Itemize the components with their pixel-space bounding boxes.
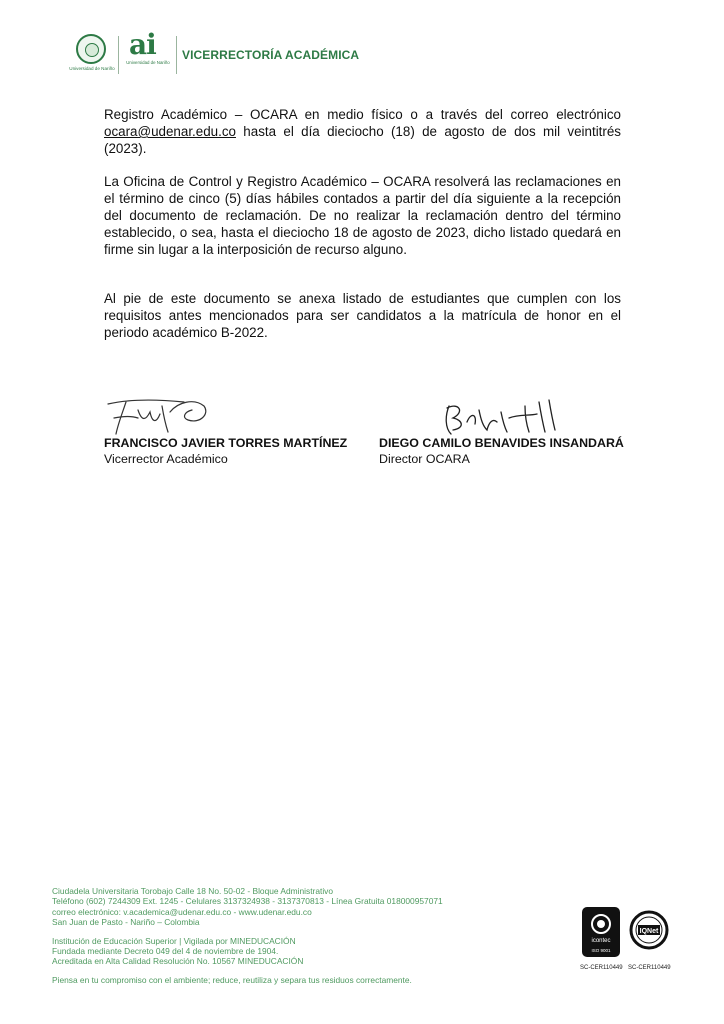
signatory-name: FRANCISCO JAVIER TORRES MARTÍNEZ xyxy=(104,436,348,450)
footer-city: San Juan de Pasto - Nariño – Colombia xyxy=(52,917,200,928)
paragraph-3: Al pie de este documento se anexa listado de estudiantes que cumplen con los requisitos antes mencionados para ser candidatos a la matrícula de honor en el periodo académico B-2022. xyxy=(104,291,621,340)
ocara-email-link[interactable]: ocara@udenar.edu.co xyxy=(104,124,236,139)
paragraph-1 xyxy=(104,106,621,157)
seal-caption: Universidad de Nariño xyxy=(69,66,115,71)
footer-accreditation: Acreditada en Alta Calidad Resolución No. 10567 MINEDUCACIÓN xyxy=(52,956,304,967)
footer-address: Ciudadela Universitaria Torobajo Calle 18 No. 50-02 - Bloque Administrativo xyxy=(52,886,334,896)
paragraph-1-start: Registro Académico – OCARA en medio físico o a través del correo electrónico xyxy=(104,107,621,122)
signatory-name: DIEGO CAMILO BENAVIDES INSANDARÁ xyxy=(379,436,624,450)
university-seal-logo xyxy=(76,34,106,64)
icontec-standard: ISO 9001 xyxy=(591,948,611,953)
iqnet-code: SC-CER110449 xyxy=(628,965,671,971)
footer xyxy=(52,886,522,985)
iqnet-brand: IQNet xyxy=(639,928,659,935)
icontec-code: SC-CER110449 xyxy=(580,965,623,971)
icontec-brand: icontec xyxy=(591,938,611,944)
icontec-logo xyxy=(581,906,621,958)
iqnet-certification xyxy=(628,906,671,971)
iqnet-logo xyxy=(629,906,669,958)
footer-email-web: correo electrónico: v.academica@udenar.edu.co - www.udenar.edu.co xyxy=(52,906,312,917)
footer-eco-note: Piensa en tu compromiso con el ambiente; reduce, reutiliza y separa tus residuos correctamente. xyxy=(52,974,412,985)
signature-block-director xyxy=(379,392,639,466)
icontec-certification xyxy=(580,906,623,971)
footer-institution: Institución de Educación Superior | Vigilada por MINEDUCACIÓN xyxy=(52,935,296,946)
paragraph-2: La Oficina de Control y Registro Académico – OCARA resolverá las reclamaciones en el término de cinco (5) días hábiles contados a partir del día siguiente a la recepción del documento de reclamación. De no realizar la reclamación dentro del término establecido, o sea, hasta el dieciocho 18 de agosto de 2023, dicho listado quedará en firme sin lugar a la interposición de recurso alguno. xyxy=(104,174,621,257)
signatory-role: Director OCARA xyxy=(379,452,470,466)
signature-block-vicerrector xyxy=(104,392,364,466)
letterhead xyxy=(69,28,676,78)
ai-logo: ai xyxy=(129,28,156,61)
signatory-role: Vicerrector Académico xyxy=(104,452,228,466)
footer-phones: Teléfono (602) 7244309 Ext. 1245 - Celulares 3137324938 - 3137370813 - Línea Gratuita 018000957071 xyxy=(52,896,443,907)
signature-director-image xyxy=(379,392,569,440)
ai-logo-caption: Universidad de Nariño xyxy=(126,60,170,65)
footer-founded: Fundada mediante Decreto 049 del 4 de noviembre de 1904. xyxy=(52,946,279,957)
header-divider xyxy=(118,36,119,74)
paragraph-1-end: hasta el día dieciocho (18) de agosto de dos mil veintitrés (2023). xyxy=(104,124,621,156)
signature-vicerrector-image xyxy=(104,392,224,440)
department-title: VICERRECTORÍA ACADÉMICA xyxy=(182,48,360,62)
header-divider-2 xyxy=(176,36,177,74)
